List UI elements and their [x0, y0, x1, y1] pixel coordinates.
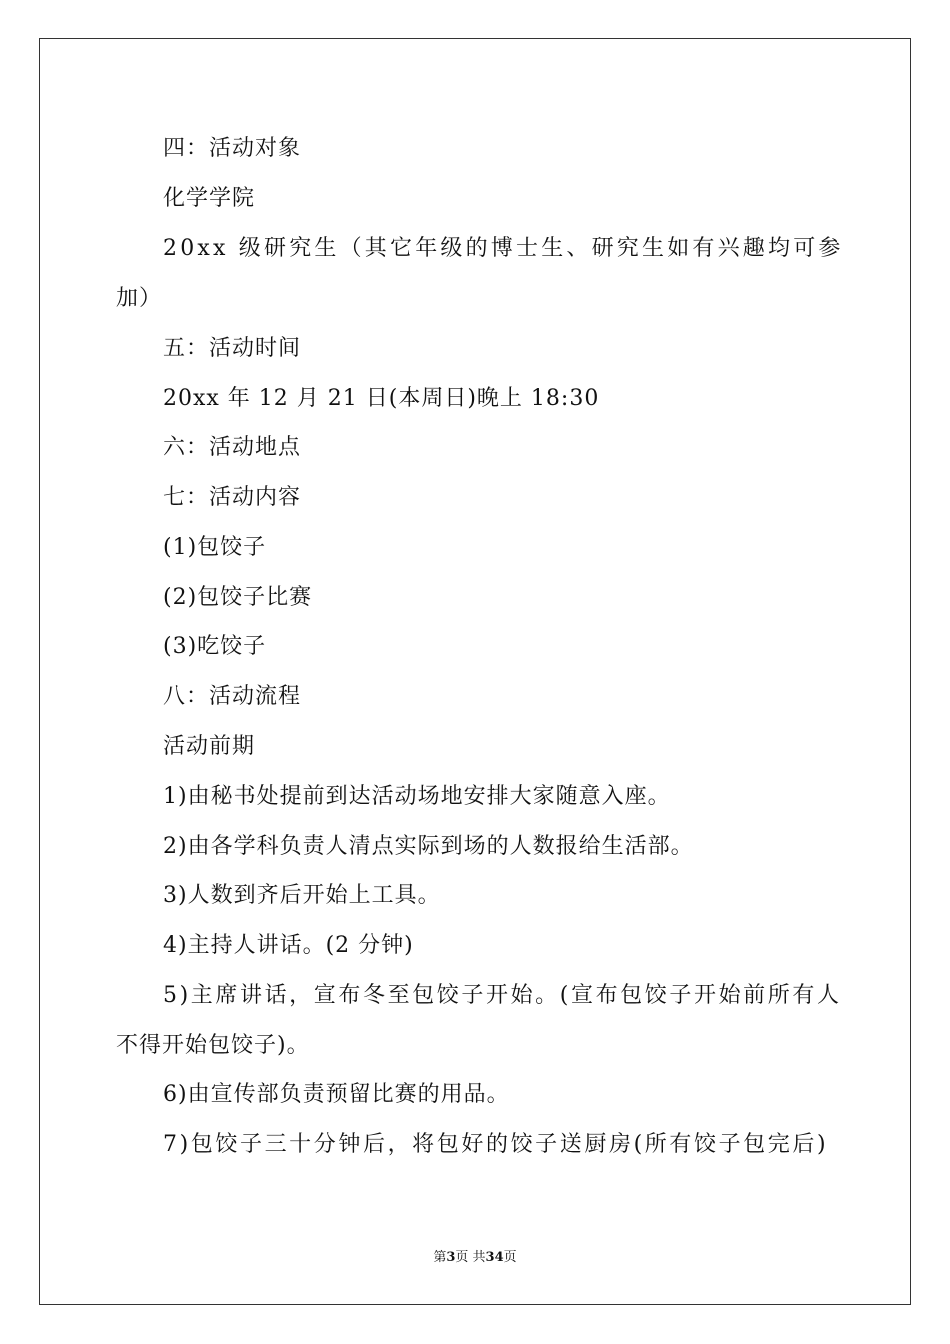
heading-time: 五：活动时间	[163, 336, 302, 361]
list-item: 2)由各学科负责人清点实际到场的人数报给生活部。	[163, 834, 694, 859]
list-item: (3)吃饺子	[163, 634, 267, 659]
heading-location: 六：活动地点	[163, 435, 302, 460]
list-item: 1)由秘书处提前到达活动场地安排大家随意入座。	[163, 784, 671, 809]
page-border	[39, 38, 911, 1305]
list-item: (1)包饺子	[163, 535, 267, 560]
list-item: (2)包饺子比赛	[163, 585, 313, 610]
page-footer	[0, 1246, 950, 1265]
list-item: 6)由宣传部负责预留比赛的用品。	[163, 1082, 510, 1107]
text-line: 20xx 年 12 月 21 日(本周日)晚上 18:30	[163, 386, 600, 411]
list-item: 4)主持人讲话。(2 分钟)	[163, 933, 414, 958]
list-item: 3)人数到齐后开始上工具。	[163, 883, 441, 908]
text-line: 化学学院	[163, 186, 256, 211]
text-line: 20xx 级研究生（其它年级的博士生、研究生如有兴趣均可参	[163, 236, 844, 261]
heading-content: 七：活动内容	[163, 485, 302, 510]
text-line: 加）	[116, 286, 163, 311]
list-item: 5)主席讲话，宣布冬至包饺子开始。(宣布包饺子开始前所有人	[163, 983, 842, 1008]
footer-prefix: 第	[433, 1250, 447, 1265]
footer-total-pages: 34	[485, 1250, 504, 1265]
heading-process: 八：活动流程	[163, 684, 302, 709]
heading-target: 四：活动对象	[163, 136, 302, 161]
text-line: 活动前期	[163, 734, 256, 759]
text-line: 不得开始包饺子)。	[116, 1033, 310, 1058]
footer-suffix: 页	[503, 1250, 517, 1265]
list-item: 7)包饺子三十分钟后，将包好的饺子送厨房(所有饺子包完后)	[163, 1132, 829, 1157]
footer-mid: 页 共	[455, 1250, 486, 1265]
footer-page-number: 3	[446, 1250, 456, 1265]
